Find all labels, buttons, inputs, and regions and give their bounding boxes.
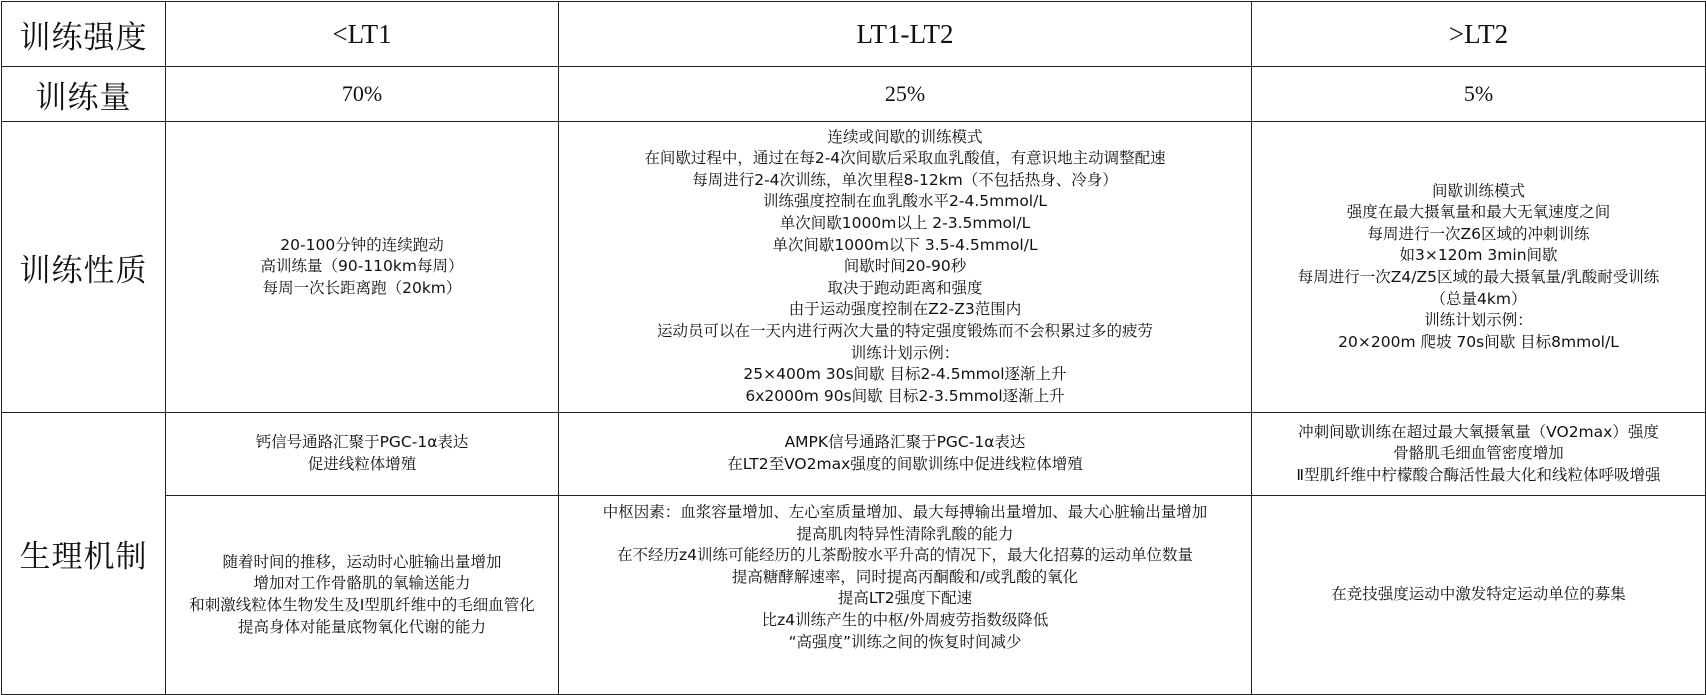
training-intensity-table: [1, 1, 1706, 695]
cell-text-line: 强度在最大摄氧量和最大无氧速度之间: [1346, 203, 1611, 222]
mechanism-label: 生理机制: [2, 413, 166, 695]
cell-text-line: 提高肌肉特异性清除乳酸的能力: [796, 524, 1014, 543]
cell-text-line: 运动员可以在一天内进行两次大量的特定强度锻炼而不会积累过多的疲劳: [656, 321, 1153, 340]
cell-text-line: 25×400m 30s间歇 目标2-4.5mmol逐渐上升: [743, 365, 1067, 384]
cell-text-line: 冲刺间歇训练在超过最大氧摄氧量（VO2max）强度: [1298, 422, 1659, 441]
volume-below-lt1: 70%: [166, 67, 559, 122]
cell-text-line: 钙信号通路汇聚于PGC-1α表达: [255, 433, 469, 452]
cell-text-line: 20-100分钟的连续跑动: [280, 235, 444, 254]
cell-text-line: “高强度”训练之间的恢复时间减少: [788, 632, 1022, 651]
nature-above-lt2: [1252, 122, 1706, 413]
cell-text-line: 在间歇过程中，通过在每2-4次间歇后采取血乳酸值，有意识地主动调整配速: [644, 149, 1166, 168]
volume-lt1-lt2: 25%: [559, 67, 1252, 122]
cell-text-line: Ⅱ型肌纤维中柠檬酸合酶活性最大化和线粒体呼吸增强: [1296, 465, 1661, 484]
cell-text-line: 增加对工作骨骼肌的氧输送能力: [253, 574, 471, 593]
cell-text-line: 训练计划示例：: [850, 343, 960, 362]
nature-below-lt1: [166, 122, 559, 413]
nature-lt1-lt2: [559, 122, 1252, 413]
nature-row: [2, 122, 1706, 413]
nature-label: 训练性质: [2, 122, 166, 413]
cell-text-line: （总量4km）: [1430, 289, 1527, 308]
cell-text-line: 取决于跑动距离和强度: [827, 278, 983, 297]
cell-text-line: 间歇时间20-90秒: [843, 257, 967, 276]
header-lt1-lt2: LT1-LT2: [559, 2, 1252, 67]
cell-text-line: 20×200m 爬坡 70s间歇 目标8mmol/L: [1338, 332, 1619, 351]
cell-text-line: 提高LT2强度下配速: [837, 589, 973, 608]
cell-text-line: 在竞技强度运动中激发特定运动单位的募集: [1331, 585, 1626, 604]
cell-text-line: 提高身体对能量底物氧化代谢的能力: [237, 617, 486, 636]
header-above-lt2: >LT2: [1252, 2, 1706, 67]
intensity-label: 训练强度: [2, 2, 166, 67]
cell-text-line: 由于运动强度控制在Z2-Z3范围内: [788, 300, 1022, 319]
cell-text-line: 促进线粒体增殖: [307, 455, 417, 473]
cell-text-line: 高训练量（90-110km每周）: [260, 257, 464, 276]
volume-label: 训练量: [2, 67, 166, 122]
cell-text-line: 在不经历z4训练可能经历的儿茶酚胺水平升高的情况下，最大化招募的运动单位数量: [616, 546, 1193, 565]
cell-text-line: 6x2000m 90s间歇 目标2-3.5mmol逐渐上升: [745, 386, 1065, 405]
volume-above-lt2: 5%: [1252, 67, 1706, 122]
mechanism-above-lt2-adaptations: [1252, 496, 1706, 695]
mechanism-row-2: [2, 496, 1706, 695]
cell-text-line: AMPK信号通路汇聚于PGC-1α表达: [784, 433, 1026, 452]
mechanism-lt1-lt2-signaling: [559, 413, 1252, 496]
cell-text-line: 每周进行一次Z4/Z5区域的最大摄氧量/乳酸耐受训练: [1297, 268, 1660, 286]
cell-text-line: 训练强度控制在血乳酸水平2-4.5mmol/L: [763, 192, 1047, 211]
intensity-header-row: [2, 2, 1706, 67]
cell-text-line: 中枢因素：血浆容量增加、左心室质量增加、最大每搏输出量增加、最大心脏输出量增加: [602, 503, 1208, 521]
cell-text-line: 和刺激线粒体生物发生及Ⅰ型肌纤维中的毛细血管化: [189, 596, 535, 614]
cell-text-line: 随着时间的推移，运动时心脏输出量增加: [222, 552, 502, 571]
cell-text-line: 连续或间歇的训练模式: [827, 127, 983, 146]
cell-text-line: 训练计划示例：: [1424, 311, 1533, 330]
cell-text-line: 单次间歇1000m以下 3.5-4.5mmol/L: [772, 235, 1038, 254]
mechanism-below-lt1-signaling: [166, 413, 559, 496]
volume-row: [2, 67, 1706, 122]
cell-text-line: 比z4训练产生的中枢/外周疲劳指数级降低: [761, 610, 1049, 629]
cell-text-line: 每周一次长距离跑（20km）: [262, 278, 462, 297]
mechanism-above-lt2-signaling: [1252, 413, 1706, 496]
cell-text-line: 提高糖酵解速率，同时提高丙酮酸和/或乳酸的氧化: [731, 567, 1079, 586]
cell-text-line: 每周进行一次Z6区域的冲刺训练: [1367, 224, 1590, 243]
cell-text-line: 单次间歇1000m以上 2-3.5mmol/L: [779, 214, 1031, 233]
cell-text-line: 间歇训练模式: [1431, 181, 1525, 200]
mechanism-lt1-lt2-adaptations: [559, 496, 1252, 695]
header-below-lt1: <LT1: [166, 2, 559, 67]
cell-text-line: 如3×120m 3min间歇: [1399, 246, 1558, 265]
mechanism-below-lt1-adaptations: [166, 496, 559, 695]
cell-text-line: 每周进行2-4次训练，单次里程8-12km（不包括热身、冷身）: [692, 170, 1118, 189]
mechanism-row-1: [2, 413, 1706, 496]
cell-text-line: 骨骼肌毛细血管密度增加: [1393, 444, 1564, 463]
cell-text-line: 在LT2至VO2max强度的间歇训练中促进线粒体增殖: [727, 455, 1083, 473]
